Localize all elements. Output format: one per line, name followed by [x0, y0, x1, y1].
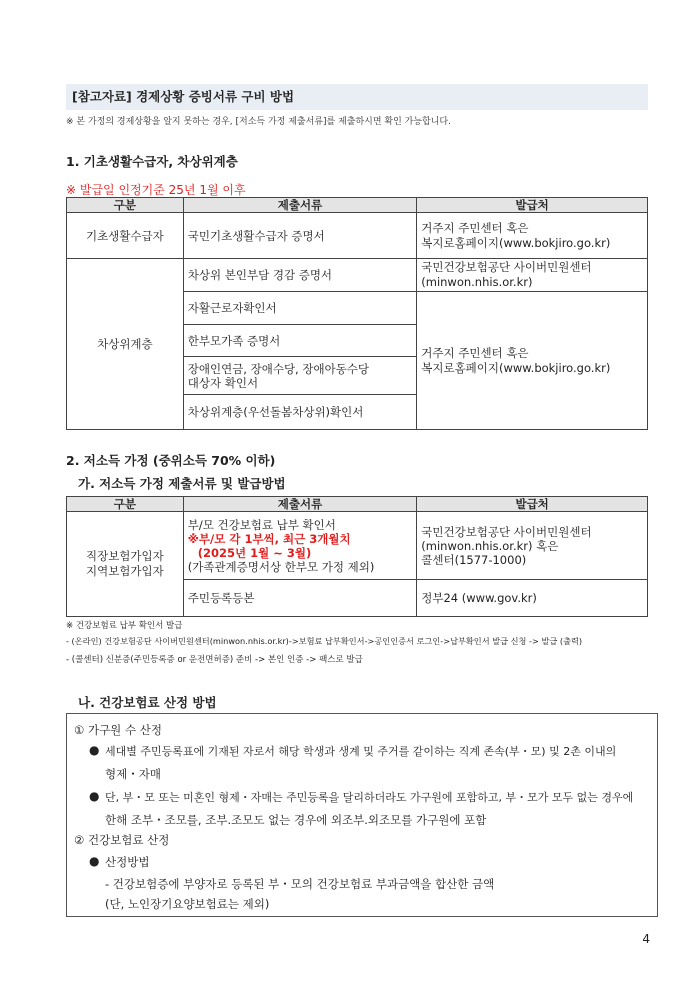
note-callcenter: - (콜센터) 신분증(주민등록증 or 운전면허증) 준비 -> 본인 인증 -> 팩스로 발급: [66, 655, 363, 665]
bullet-icon: ●: [89, 854, 100, 868]
section2-subheading: 가. 저소득 가정 제출서류 및 발급방법: [78, 476, 286, 491]
category-line: 지역보험가입자: [85, 564, 164, 578]
section2-heading: 2. 저소득 가정 (중위소득 70% 이하): [66, 453, 276, 468]
section1-notice: ※ 발급일 인정기준 25년 1월 이후: [66, 183, 246, 197]
bullet-icon: ●: [89, 743, 100, 757]
category-line: 직장보험가입자: [85, 549, 164, 563]
issuer-line: (minwon.nhis.or.kr): [421, 275, 533, 289]
category-cell: 차상위계층: [67, 259, 184, 430]
document-cell: 차상위계층(우선돌봄차상위)확인서: [183, 395, 416, 430]
document-line: (가족관계증명서상 한부모 가정 제외): [187, 559, 375, 574]
col-header-issuer: 발급처: [417, 198, 648, 213]
issuer-line: 국민건강보험공단 사이버민원센터: [421, 524, 592, 539]
col-header-category: 구분: [67, 198, 184, 213]
issuer-cell: [417, 213, 648, 259]
item1-bullet1: 세대별 주민등록표에 기재된 자로서 해당 학생과 생계 및 주거를 같이하는 직계 존속(부・모) 및 2촌 이내의: [105, 745, 617, 758]
item2-bullet1: 산정방법: [105, 855, 150, 869]
note-online: - (온라인) 건강보험공단 사이버민원센터(minwon.nhis.or.kr)->보험료 납부확인서->공인인증서 로그인->납부확인서 발급 신청 -> 발급 (출력): [66, 636, 583, 646]
issuer-line: (minwon.nhis.or.kr) 혹은: [421, 538, 559, 553]
section3-heading: 나. 건강보험료 산정 방법: [78, 695, 217, 710]
col-header-category: 구분: [67, 497, 184, 512]
reference-title: [참고자료] 경제상황 증빙서류 구비 방법: [66, 84, 648, 110]
issuer-cell: [417, 292, 648, 430]
section2-table: [66, 496, 648, 617]
issuer-cell: [417, 512, 648, 580]
document-line: 부/모 건강보험료 납부 확인서: [187, 517, 336, 532]
col-header-issuer: 발급처: [417, 497, 648, 512]
calculation-box: [66, 713, 658, 917]
document-cell: 국민기초생활수급자 증명서: [183, 213, 416, 259]
issuer-line: 거주지 주민센터 혹은: [421, 345, 529, 360]
issuer-cell: 정부24 (www.gov.kr): [417, 580, 648, 617]
item1-bullet1-cont: 형제・자매: [105, 767, 161, 781]
note-title: ※ 건강보험료 납부 확인서 발급: [66, 621, 183, 631]
document-cell: 차상위 본인부담 경감 증명서: [183, 259, 416, 292]
document-cell: 자활근로자확인서: [183, 292, 416, 325]
issuer-line: 복지로홈페이지(www.bokjiro.go.kr): [421, 360, 611, 375]
issuer-line: 콜센터(1577-1000): [421, 552, 527, 567]
document-highlight: (2025년 1월 ~ 3월): [197, 545, 312, 560]
issuer-line: 거주지 주민센터 혹은: [421, 220, 529, 235]
item1-bullet2: 단, 부・모 또는 미혼인 형제・자매는 주민등록을 달리하더라도 가구원에 포함하고, 부・모가 모두 없는 경우에: [105, 791, 634, 804]
item2-detail1: - 건강보험증에 부양자로 등록된 부・모의 건강보험료 부과금액을 합산한 금액: [105, 877, 495, 891]
item1-bullet2-cont: 한해 조부・조모를, 조부.조모도 없는 경우에 외조부.외조모를 가구원에 포함: [105, 813, 487, 827]
item1-title: ① 가구원 수 산정: [74, 723, 162, 737]
section1-heading: 1. 기초생활수급자, 차상위계층: [66, 154, 238, 169]
col-header-document: 제출서류: [183, 198, 416, 213]
issuer-cell: [417, 259, 648, 292]
document-cell: 한부모가족 증명서: [183, 325, 416, 357]
document-line: 장애인연금, 장애수당, 장애아동수당: [187, 361, 370, 376]
category-cell: 기초생활수급자: [67, 213, 184, 259]
page-number: 4: [642, 932, 650, 946]
col-header-document: 제출서류: [183, 497, 417, 512]
item2-title: ② 건강보험료 산정: [74, 833, 170, 847]
header-note: ※ 본 가정의 경제상황을 알지 못하는 경우, [저소득 가정 제출서류]를 제출하시면 확인 가능합니다.: [66, 117, 451, 127]
item2-detail2: (단, 노인장기요양보험료는 제외): [105, 897, 270, 911]
category-cell: [67, 512, 184, 617]
section1-table: [66, 197, 648, 430]
issuer-line: 국민건강보험공단 사이버민원센터: [421, 260, 592, 274]
document-cell: [183, 357, 416, 395]
document-highlight: ※부/모 각 1부씩, 최근 3개월치: [187, 531, 351, 546]
document-cell: [183, 512, 417, 580]
document-cell: 주민등록등본: [183, 580, 417, 617]
bullet-icon: ●: [89, 789, 100, 803]
document-line: 대상자 확인서: [187, 375, 259, 390]
issuer-line: 복지로홈페이지(www.bokjiro.go.kr): [421, 235, 611, 250]
